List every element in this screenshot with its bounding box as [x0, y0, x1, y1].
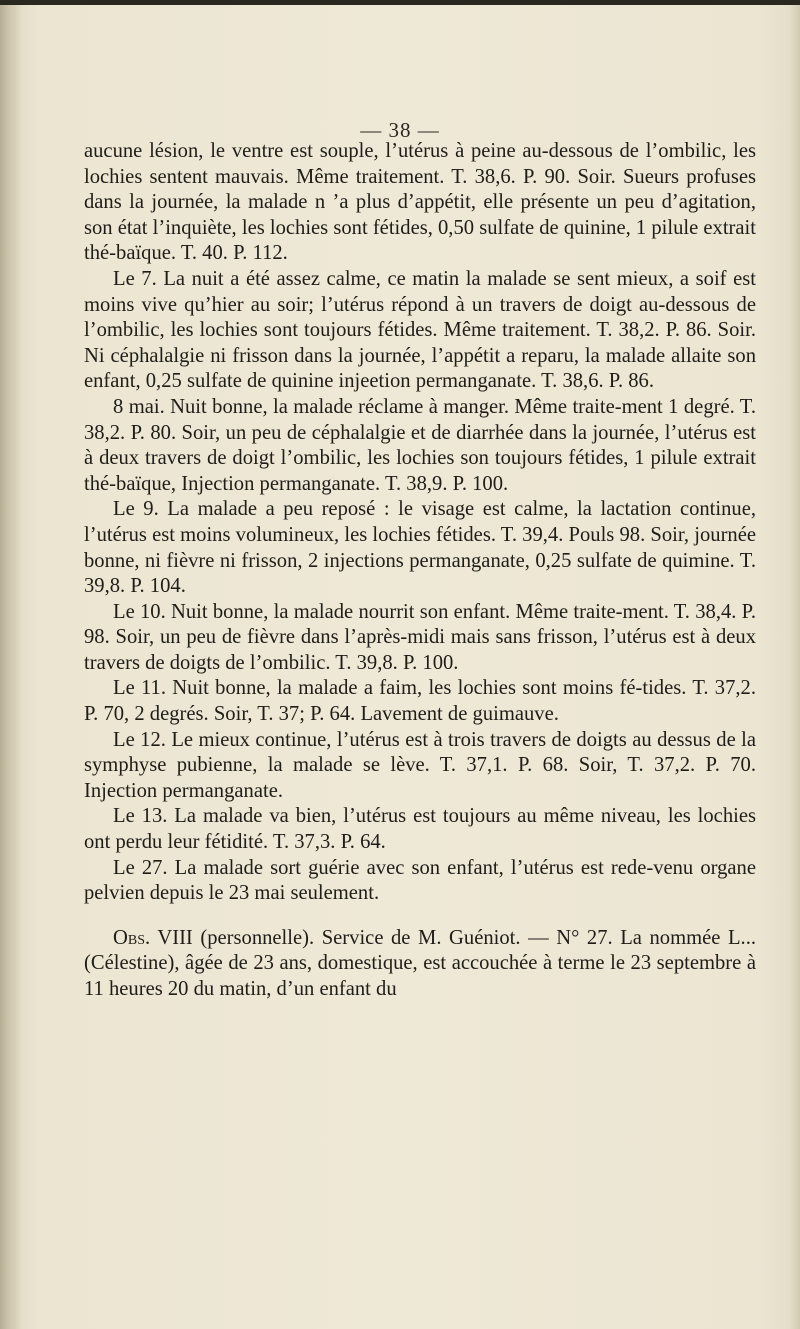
paragraph-day-27: Le 27. La malade sort guérie avec son enfant, l’utérus est rede-venu organe pelvien depuis le 23 mai seulement.	[84, 856, 756, 905]
top-border	[0, 0, 800, 5]
page-gutter-shadow	[0, 5, 22, 1329]
page-number: — 38 —	[360, 118, 440, 142]
paragraph-day-13: Le 13. La malade va bien, l’utérus est toujours au même niveau, les lochies ont perdu leur fétidité. T. 37,3. P. 64.	[84, 805, 756, 854]
observation-paragraph	[84, 926, 756, 1003]
paragraph-day-11: Le 11. Nuit bonne, la malade a faim, les lochies sont moins fé-tides. T. 37,2. P. 70, 2 degrés. Soir, T. 37; P. 64. Lavement de guimauve.	[84, 677, 756, 726]
observation-text: VIII (personnelle). Service de M. Guéniot. — N° 27. La nommée L... (Célestine), âgée de 23 ans, domestique, est accouchée à terme le 23 septembre à 11 heures 20 du matin, d’un enfant du	[84, 926, 756, 1000]
paragraph-day-10: Le 10. Nuit bonne, la malade nourrit son enfant. Même traite-ment. T. 38,4. P. 98. Soir, un peu de fièvre dans l’après-midi mais sans frisson, l’utérus est à deux travers de doigts de l’ombilic. T. 39,8. P. 100.	[84, 600, 756, 674]
paragraph-day-9: Le 9. La malade a peu reposé : le visage est calme, la lactation continue, l’utérus est moins volumineux, les lochies fétides. T. 39,4. Pouls 98. Soir, journée bonne, ni fièvre ni frisson, 2 injections permanganate, 0,25 sulfate de quimine. T. 39,8. P. 104.	[84, 498, 756, 598]
observation-label: Obs.	[113, 926, 151, 949]
paragraph-day-7: Le 7. La nuit a été assez calme, ce matin la malade se sent mieux, a soif est moins vive qu’hier au soir; l’utérus répond à un travers de doigt au-dessous de l’ombilic, les lochies sont toujours fétides. Même traitement. T. 38,2. P. 86. Soir. Ni céphalalgie ni frisson dans la journée, l’appétit a reparu, la malade allaite son enfant, 0,25 sulfate de quinine injeetion permanganate. T. 38,6. P. 86.	[84, 267, 756, 393]
paragraph-may-8: 8 mai. Nuit bonne, la malade réclame à manger. Même traite-ment 1 degré. T. 38,2. P. 80. Soir, un peu de céphalalgie et de diarrhée dans la journée, l’utérus est à deux travers de doigt l’ombilic, les lochies son toujours fétides, 1 pilule extrait thé-baïque, Injection permanganate. T. 38,9. P. 100.	[84, 395, 756, 495]
paragraph-day-12: Le 12. Le mieux continue, l’utérus est à trois travers de doigts au dessus de la symphyse pubienne, la malade se lève. T. 37,1. P. 68. Soir, T. 37,2. P. 70. Injection permanganate.	[84, 728, 756, 802]
page-body	[84, 139, 756, 1003]
paragraph-continuation: aucune lésion, le ventre est souple, l’utérus à peine au-dessous de l’ombilic, les lochies sentent mauvais. Même traitement. T. 38,6. P. 90. Soir. Sueurs profuses dans la journée, la malade n ’a plus d’appétit, elle présente un peu d’agitation, son état l’inquiète, les lochies sont fétides, 0,50 sulfate de quinine, 1 pilule extrait thé-baïque. T. 40. P. 112.	[84, 140, 756, 265]
page-edge-shadow	[790, 5, 800, 1329]
